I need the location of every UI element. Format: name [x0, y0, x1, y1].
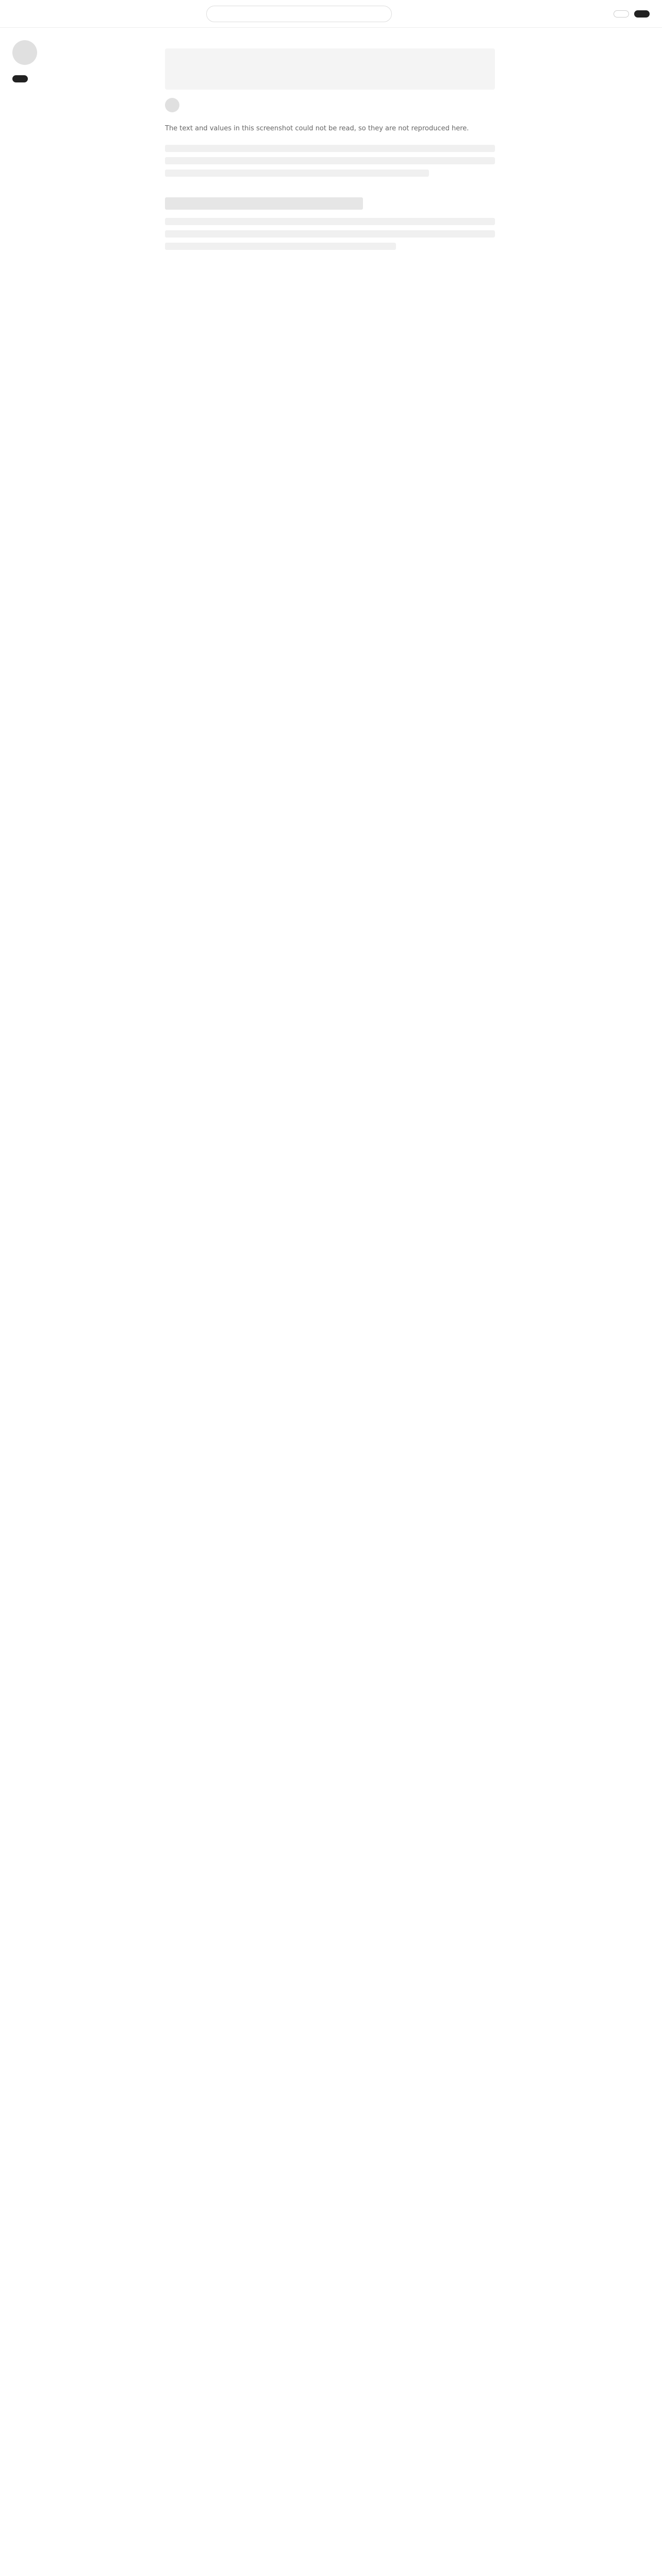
section-heading-placeholder: [165, 197, 363, 210]
author-sidebar: [0, 28, 113, 276]
site-header: [0, 0, 662, 28]
follow-button[interactable]: [12, 75, 28, 82]
text-placeholder: [165, 170, 429, 177]
signup-button[interactable]: [634, 10, 650, 18]
text-placeholder: [165, 218, 495, 225]
login-button[interactable]: [614, 10, 629, 18]
author-avatar-small[interactable]: [165, 98, 179, 112]
text-placeholder: [165, 145, 495, 152]
page-layout: [0, 28, 662, 276]
header-actions: [614, 10, 650, 18]
text-placeholder: [165, 243, 396, 250]
notice-text: The text and values in this screenshot could not be read, so they are not reproduced here.: [165, 125, 469, 132]
article-title: [165, 48, 495, 90]
article-meta: [165, 98, 495, 112]
text-placeholder: [165, 157, 495, 164]
article-body: [165, 28, 495, 276]
search-input[interactable]: [206, 6, 392, 22]
text-placeholder: [165, 230, 495, 238]
author-avatar[interactable]: [12, 40, 37, 65]
